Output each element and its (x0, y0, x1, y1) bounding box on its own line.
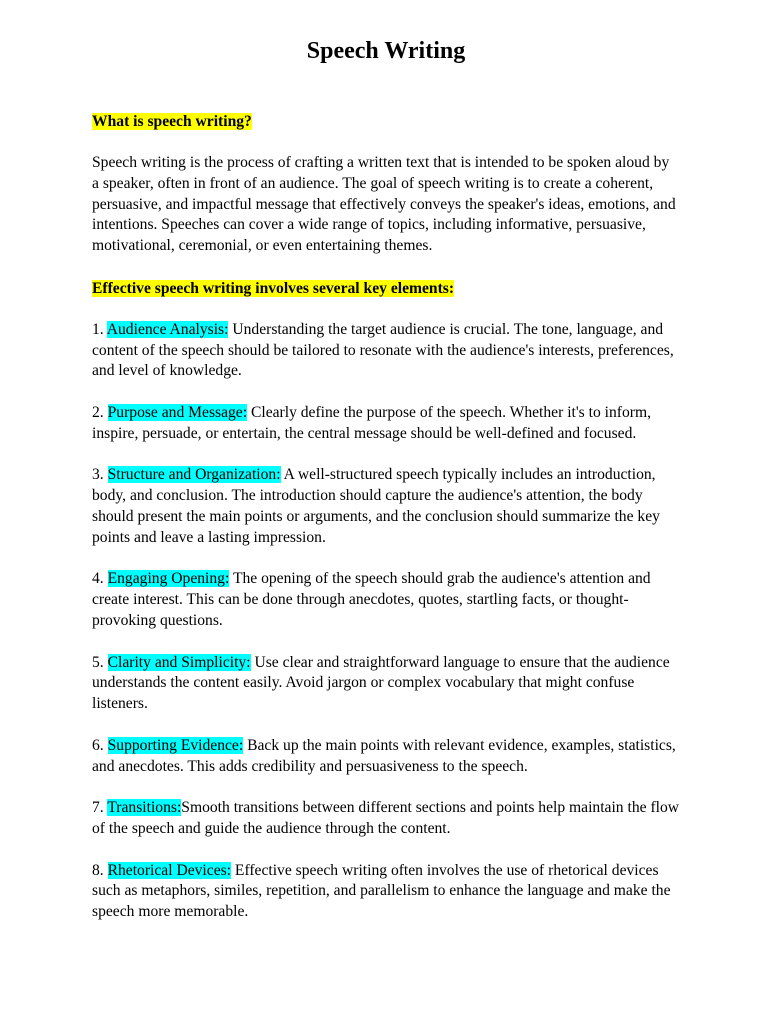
item-term: Supporting Evidence: (107, 736, 244, 754)
item-text: Understanding the target audience is crucial. The tone, language, and content of the speech should be tailored to resonate with the audience's interests, preferences, and level of knowledge. (92, 320, 674, 380)
item-text: The opening of the speech should grab the audience's attention and create interest. This can be done through anecdotes, quotes, startling facts, or thought-provoking questions. (92, 570, 651, 629)
item-text: Use clear and straightforward language to ensure that the audience understands the content easily. Avoid jargon or complex vocabulary that might confuse listeners. (92, 653, 670, 713)
item-term: Engaging Opening: (107, 570, 230, 588)
item-number: 5. (92, 653, 104, 671)
item-number: 6. (92, 736, 104, 754)
item-number: 4. (92, 570, 104, 588)
list-item-transitions (92, 798, 680, 840)
list-item-audience-analysis (92, 320, 680, 382)
item-term: Structure and Organization: (107, 466, 281, 484)
list-item-purpose-and-message (92, 403, 680, 445)
item-term: Rhetorical Devices: (107, 861, 232, 879)
item-text: Effective speech writing often involves the use of rhetorical devices such as metaphors, similes, repetition, and parallelism to enhance the language and make the speech more memorable. (92, 861, 671, 921)
item-text: Smooth transitions between different sections and points help maintain the flow of the speech and guide the audience through the content. (92, 799, 680, 837)
item-number: 1. (92, 320, 104, 338)
list-item-engaging-opening (92, 569, 680, 631)
section-heading-what-is (92, 111, 680, 132)
highlighted-heading: What is speech writing? (92, 113, 252, 130)
list-item-structure-and-organization (92, 465, 680, 548)
section-heading-key-elements (92, 278, 680, 299)
item-number: 3. (92, 466, 104, 484)
item-number: 7. (92, 799, 104, 817)
document-title: Speech Writing (306, 38, 466, 64)
list-item-clarity-and-simplicity (92, 653, 680, 715)
item-text: Back up the main points with relevant evidence, examples, statistics, and anecdotes. This adds credibility and persuasiveness to the speech. (92, 736, 676, 775)
list-item-rhetorical-devices (92, 861, 680, 923)
item-number: 8. (92, 861, 104, 879)
item-text: Clearly define the purpose of the speech. Whether it's to inform, inspire, persuade, or entertain, the central message should be well-defined and focused. (92, 403, 652, 442)
highlighted-heading: Effective speech writing involves several key elements: (92, 279, 455, 297)
item-text: A well-structured speech typically includes an introduction, body, and conclusion. The introduction should capture the audience's attention, the body should present the main points or arguments, and the conclusion should summarize the key points and leave a lasting impression. (92, 466, 660, 546)
intro-paragraph: Speech writing is the process of crafting a written text that is intended to be spoken aloud by a speaker, often in front of an audience. The goal of speech writing is to create a coherent, persuasive, and impactful message that effectively conveys the speaker's ideas, emotions, and intentions. Speeches can cover a wide range of topics, including informative, persuasive, motivational, ceremonial, or even entertaining themes. (92, 154, 676, 255)
item-term: Transitions: (107, 799, 182, 817)
item-term: Purpose and Message: (107, 403, 248, 421)
item-term: Clarity and Simplicity: (107, 653, 251, 671)
list-item-supporting-evidence (92, 736, 680, 778)
item-number: 2. (92, 403, 104, 421)
item-term: Audience Analysis: (106, 320, 229, 338)
